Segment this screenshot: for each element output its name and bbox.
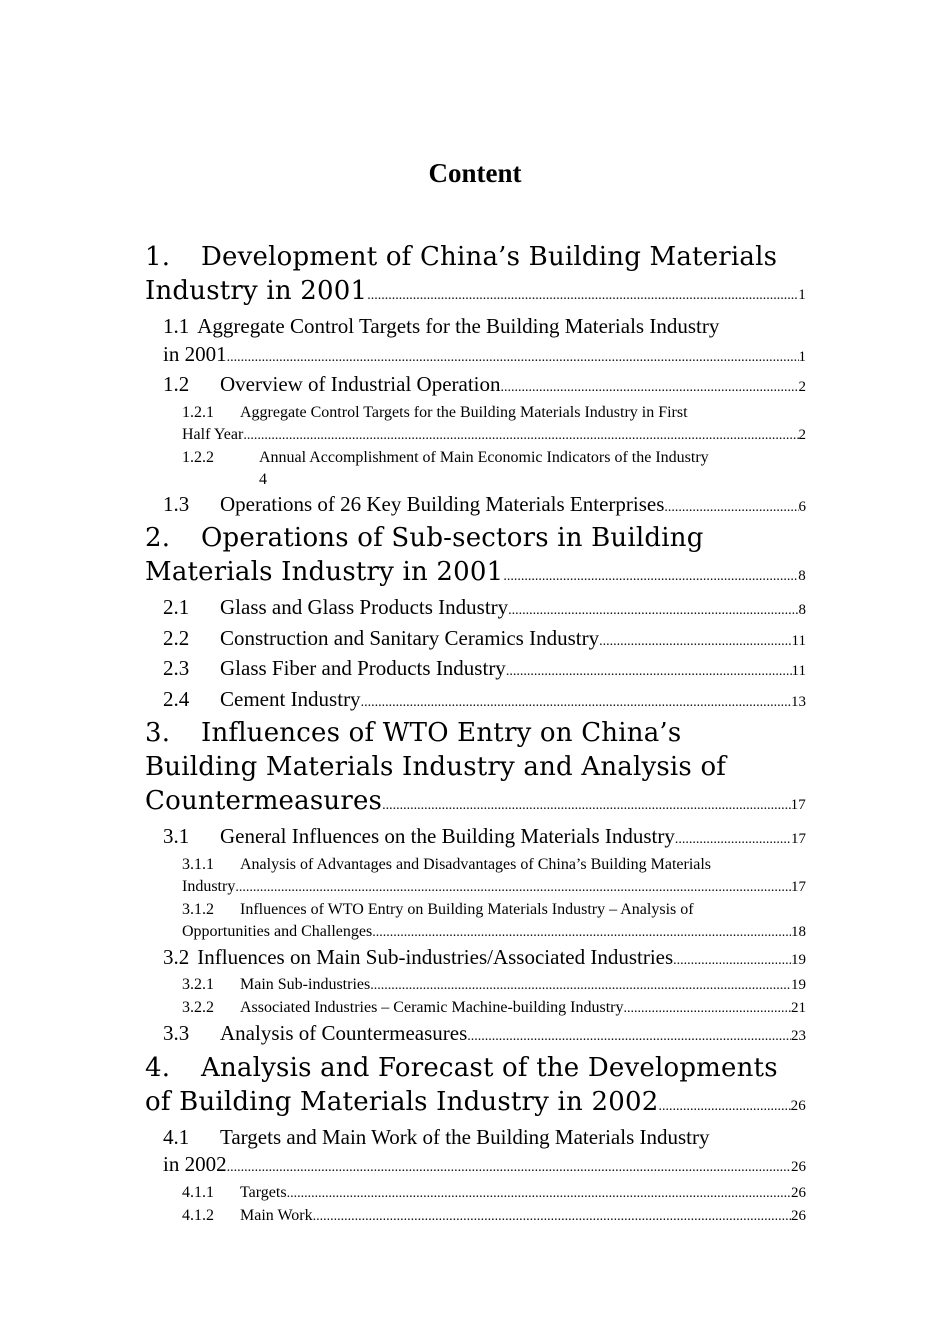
toc-entry[interactable] [145,1051,806,1124]
toc-page-number: 26 [791,1207,806,1224]
toc-entry-title: Influences on Main Sub-industries/Associated Industries [197,944,674,969]
toc-entry-text: Aggregate Control Targets for the Building Materials Industry in First [240,403,688,421]
toc-entry-line [182,447,806,469]
toc-entry-number: 2.1 [163,595,190,619]
toc-entry[interactable] [145,655,806,686]
toc-entry-title: Countermeasures [145,786,383,816]
toc-entry-last-line [163,1151,806,1182]
toc-entry-text: Targets and Main Work of the Building Materials Industry [220,1124,710,1149]
toc-page-number: 4 [259,470,267,488]
toc-entry-text [182,921,372,943]
toc-entry-text: Development of China’s Building Materials [201,242,778,272]
toc-entry-text: Analysis of Advantages and Disadvantages of China’s Building Materials [240,855,712,873]
toc-entry-last-line [163,341,806,372]
toc-entry-line [145,750,806,784]
toc-entry[interactable] [145,899,806,944]
toc-entry-title: Construction and Sanitary Ceramics Industry [220,625,600,650]
toc-page-number: 21 [791,1000,806,1016]
toc-dot-leader [673,947,791,975]
toc-entry-number: 4.1.2 [182,1206,214,1224]
toc-entry[interactable] [145,716,806,823]
toc-page-number: 17 [791,831,806,847]
toc-entry-number: 2.2 [163,625,190,650]
toc-entry-title: Materials Industry in 2001 [145,557,504,587]
toc-dot-leader [370,975,791,997]
toc-entry-number: 3.1.2 [182,900,214,918]
toc-entry-line [145,716,806,750]
toc-entry-last-line [145,784,806,823]
toc-entry-last-line [163,1020,806,1051]
toc-entry-line [163,1124,806,1152]
toc-dot-leader [623,998,791,1020]
toc-page-number: 11 [791,663,806,679]
toc-entry[interactable] [145,447,806,491]
toc-dot-leader [501,374,799,402]
toc-dot-leader [508,597,798,625]
toc-entry-number: 1.2.2 [182,448,214,466]
toc-entry-last-line [182,876,806,899]
toc-page-number: 2 [798,379,806,395]
toc-dot-leader [367,279,798,313]
toc-page-number: 17 [791,878,806,895]
toc-entry[interactable] [145,240,806,313]
toc-entry-title: in 2002 [163,1152,227,1176]
toc-entry-text [163,625,599,653]
toc-entry-last-line [182,921,806,944]
toc-dot-leader [382,789,791,823]
toc-entry-last-line [163,625,806,656]
toc-entry-number: 4. [145,1052,171,1083]
toc-entry-text [182,1205,313,1227]
toc-entry-title: Industry in 2001 [145,276,368,306]
toc-entry-number: 1.3 [163,491,190,516]
toc-entry-number: 3.1 [163,824,190,848]
toc-dot-leader [675,826,791,854]
toc-entry-last-line [163,491,806,522]
toc-entry-text [163,491,664,519]
toc-dot-leader [503,560,798,594]
toc-entry[interactable] [145,521,806,594]
toc-entry-number: 4.1 [163,1124,190,1149]
toc-entry[interactable] [145,854,806,899]
toc-page-number: 2 [798,426,806,443]
toc-entry-number: 3. [145,718,171,748]
toc-entry-last-line [145,274,806,313]
toc-entry-text [145,555,503,589]
toc-entry[interactable] [145,371,806,402]
toc-entry-number: 1.2 [163,372,190,396]
toc-entry-last-line [145,555,806,594]
toc-entry-line [182,854,806,876]
toc-entry-title: Overview of Industrial Operation [220,372,501,396]
toc-dot-leader [243,425,798,447]
toc-entry-number: 2.4 [163,686,190,711]
toc-entry-title: Analysis of Countermeasures [220,1021,468,1045]
toc-entry-number: 3.1.1 [182,855,214,873]
toc-dot-leader [235,877,791,899]
toc-dot-leader [287,1183,791,1205]
toc-entry[interactable] [145,1182,806,1205]
toc-entry-text: Influences of WTO Entry on China’s [201,718,682,748]
toc-entry-number: 1.2.1 [182,403,214,421]
toc-entry-text [163,944,673,972]
toc-entry-number: 1. [145,242,171,272]
toc-entry-text [145,274,367,308]
toc-entry-last-line [145,1085,806,1124]
toc-entry-title: Glass and Glass Products Industry [220,595,509,619]
toc-entry-title: Industry [182,877,236,895]
toc-entry-title: in 2001 [163,341,227,366]
toc-entry[interactable] [145,594,806,625]
toc-entry-text [163,371,501,399]
toc-entry-title: Main Work [240,1206,313,1224]
toc-entry-last-line [163,371,806,402]
toc-entry[interactable] [145,1205,806,1228]
toc-page-number: 17 [790,797,806,813]
toc-entry-text [182,1182,287,1204]
toc-entry-text [163,823,675,851]
toc-entry-number: 4.1.1 [182,1183,214,1201]
toc-entry[interactable] [145,402,806,447]
toc-entry-number: 2. [145,523,171,553]
toc-entry[interactable] [145,491,806,522]
toc-entry-title: Targets [240,1183,287,1201]
toc-entry-last-line [182,1205,806,1228]
toc-dot-leader [313,1206,791,1228]
toc-entry-text [145,784,382,818]
toc-entry-text [145,1085,658,1119]
toc-entry-title: of Building Materials Industry in 2002 [145,1086,659,1117]
toc-entry-text [182,997,623,1019]
toc-entry-title: Associated Industries – Ceramic Machine-building Industry [240,999,624,1016]
toc-entry-text [163,594,508,622]
toc-entry-line [145,240,806,274]
toc-page-number: 26 [791,1159,806,1175]
toc-entry-number: 3.3 [163,1021,190,1045]
toc-entry-text [163,341,227,369]
toc-entry-title: Main Sub-industries [240,976,371,993]
toc-entry-text [163,655,506,683]
toc-entry-number: 3.2 [163,944,190,969]
toc-page-number: 23 [791,1028,806,1044]
toc-entry-line [145,1051,806,1085]
toc-entry-last-line [182,974,806,997]
toc-page-number-line [182,469,806,491]
toc-entry-last-line [163,686,806,717]
toc-page-number: 18 [791,923,806,940]
toc-entry-text [163,1020,467,1048]
toc-entry-text: Influences of WTO Entry on Building Materials Industry – Analysis of [240,900,694,918]
toc-entry[interactable] [145,1020,806,1051]
toc-page-number: 11 [791,632,806,649]
table-of-contents [145,240,806,1228]
toc-entry-line [145,521,806,555]
toc-entry[interactable] [145,944,806,975]
toc-entry-last-line [182,424,806,447]
toc-entry[interactable] [145,686,806,717]
toc-entry-text: Annual Accomplishment of Main Economic Indicators of the Industry [259,448,709,466]
toc-page-number: 19 [791,977,806,993]
toc-entry-text [182,876,235,898]
toc-entry[interactable] [145,1124,806,1182]
toc-entry-last-line [163,594,806,625]
toc-entry[interactable] [145,625,806,656]
toc-dot-leader [467,1023,791,1051]
toc-entry-number: 3.2.1 [182,976,214,993]
toc-entry-line [182,402,806,424]
toc-entry-last-line [163,823,806,854]
toc-page-number: 6 [798,498,806,515]
toc-entry-text: Analysis and Forecast of the Developments [201,1052,778,1083]
toc-entry-line [163,313,806,341]
toc-entry-text [163,686,361,714]
toc-entry-number: 1.1 [163,314,190,338]
toc-page-number: 26 [790,1097,806,1114]
toc-dot-leader [227,344,799,372]
toc-entry-number: 3.2.2 [182,999,214,1016]
toc-entry-line [182,899,806,921]
toc-entry-title: Half Year [182,425,244,443]
toc-page-number: 8 [798,602,806,618]
toc-dot-leader [372,922,791,944]
toc-entry-title: Glass Fiber and Products Industry [220,656,506,680]
toc-page-number: 8 [798,568,806,584]
toc-page-number: 19 [791,951,806,968]
toc-page-number: 1 [798,348,806,365]
toc-dot-leader [599,628,791,656]
toc-entry-title: Operations of 26 Key Building Materials Enterprises [220,491,665,516]
toc-entry-last-line [163,655,806,686]
toc-page-number: 1 [798,287,806,303]
page-title: Content [428,158,522,188]
toc-dot-leader [664,494,798,522]
toc-entry[interactable] [145,974,806,997]
toc-entry[interactable] [145,823,806,854]
toc-entry-title: General Influences on the Building Materials Industry [220,824,675,848]
toc-entry-title: Opportunities and Challenges [182,922,373,940]
toc-entry-text: Aggregate Control Targets for the Building Materials Industry [197,314,720,338]
toc-entry-title: Cement Industry [220,686,361,711]
toc-entry-last-line [182,997,806,1020]
toc-page-number: 13 [791,693,806,710]
toc-entry-last-line [163,944,806,975]
toc-page-number: 26 [791,1184,806,1201]
toc-dot-leader [361,689,791,717]
toc-entry[interactable] [145,997,806,1020]
toc-entry-number: 2.3 [163,656,190,680]
toc-entry[interactable] [145,313,806,371]
toc-entry-text [182,974,370,996]
toc-entry-text [163,1151,227,1179]
toc-dot-leader [227,1154,791,1182]
toc-entry-last-line [182,1182,806,1205]
toc-entry-text [182,424,243,446]
toc-entry-text: Building Materials Industry and Analysis of [145,752,727,782]
toc-dot-leader [506,658,792,686]
toc-dot-leader [658,1090,790,1124]
toc-entry-text: Operations of Sub-sectors in Building [201,523,704,553]
